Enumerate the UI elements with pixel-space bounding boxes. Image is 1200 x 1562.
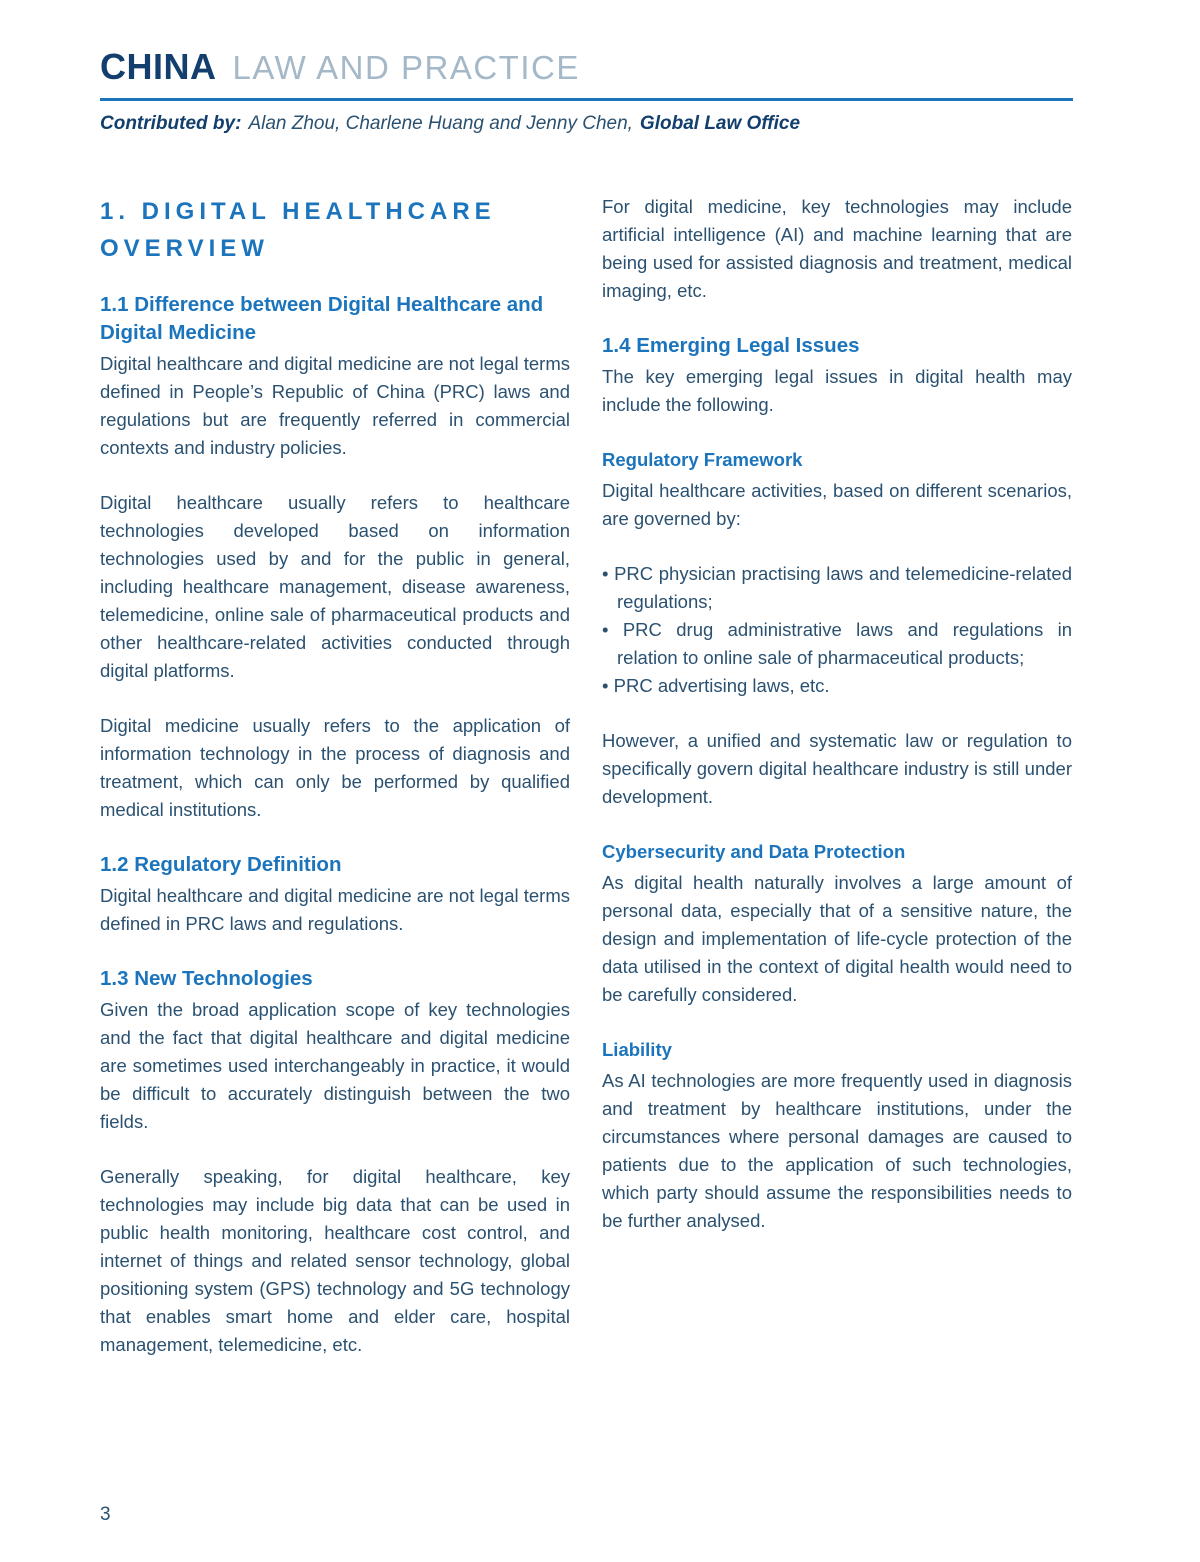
subsection-heading: 1.2 Regulatory Definition xyxy=(100,853,342,876)
section-heading: 1. DIGITAL HEALTHCARE OVERVIEW xyxy=(100,198,496,262)
paragraph: Digital healthcare and digital medicine are not legal terms defined in PRC laws and regulations. xyxy=(100,885,570,934)
bullet-list xyxy=(602,560,1072,700)
country-title: CHINA xyxy=(100,46,217,87)
masthead xyxy=(100,46,1073,101)
contributed-by-line xyxy=(100,113,1073,135)
bullet-item: • PRC advertising laws, etc. xyxy=(602,672,1072,700)
paragraph: Digital healthcare usually refers to healthcare technologies developed based on information technologies used by and for the public in general, including healthcare management, disease awareness, telemedicine, online sale of pharmaceutical products and other healthcare-related activities conducted through digital platforms. xyxy=(100,492,570,681)
paragraph: However, a unified and systematic law or regulation to specifically govern digital healthcare industry is still under development. xyxy=(602,730,1072,807)
firm-name: Global Law Office xyxy=(639,113,801,134)
subsection-heading: 1.3 New Technologies xyxy=(100,967,313,990)
bullet-item: • PRC physician practising laws and telemedicine-related regulations; xyxy=(602,560,1072,616)
page-number: 3 xyxy=(100,1504,111,1525)
paragraph: Digital healthcare activities, based on different scenarios, are governed by: xyxy=(602,480,1072,529)
paragraph: The key emerging legal issues in digital health may include the following. xyxy=(602,366,1072,415)
paragraph: Given the broad application scope of key technologies and the fact that digital healthcare and digital medicine are sometimes used interchangeably in practice, it would be difficult to accurately distinguish between the two fields. xyxy=(100,999,570,1132)
paragraph: For digital medicine, key technologies may include artificial intelligence (AI) and machine learning that are being used for assisted diagnosis and treatment, medical imaging, etc. xyxy=(602,196,1072,301)
subsection-heading: 1.1 Difference between Digital Healthcare and Digital Medicine xyxy=(100,293,544,344)
contributed-by-label: Contributed by: xyxy=(100,113,242,134)
paragraph: Generally speaking, for digital healthcare, key technologies may include big data that can be used in public health monitoring, healthcare cost control, and internet of things and related sensor technology, global positioning system (GPS) technology and 5G technology that enables smart home and elder care, hospital management, telemedicine, etc. xyxy=(100,1166,570,1355)
paragraph: As AI technologies are more frequently used in diagnosis and treatment by healthcare institutions, under the circumstances where personal damages are caused to patients due to the application of such technologies, which party should assume the responsibilities needs to be further analysed. xyxy=(602,1070,1072,1231)
series-title: LAW AND PRACTICE xyxy=(232,49,580,86)
paragraph: Digital healthcare and digital medicine are not legal terms defined in People’s Republic of China (PRC) laws and regulations but are frequently referred in commercial contexts and industry policies. xyxy=(100,353,570,458)
column-left xyxy=(100,193,570,1386)
subsection-heading: 1.4 Emerging Legal Issues xyxy=(602,334,860,357)
topic-heading: Liability xyxy=(602,1039,672,1060)
bullet-item: • PRC drug administrative laws and regulations in relation to online sale of pharmaceutical products; xyxy=(602,616,1072,672)
topic-heading: Cybersecurity and Data Protection xyxy=(602,841,906,862)
contributor-names: Alan Zhou, Charlene Huang and Jenny Chen, xyxy=(248,113,633,134)
paragraph: Digital medicine usually refers to the application of information technology in the process of diagnosis and treatment, which can only be performed by qualified medical institutions. xyxy=(100,715,570,820)
paragraph: As digital health naturally involves a large amount of personal data, especially that of a sensitive nature, the design and implementation of life-cycle protection of the data utilised in the context of digital health would need to be carefully considered. xyxy=(602,872,1072,1005)
topic-heading: Regulatory Framework xyxy=(602,449,803,470)
column-right xyxy=(602,193,1072,1386)
two-column-content xyxy=(100,193,1073,1386)
